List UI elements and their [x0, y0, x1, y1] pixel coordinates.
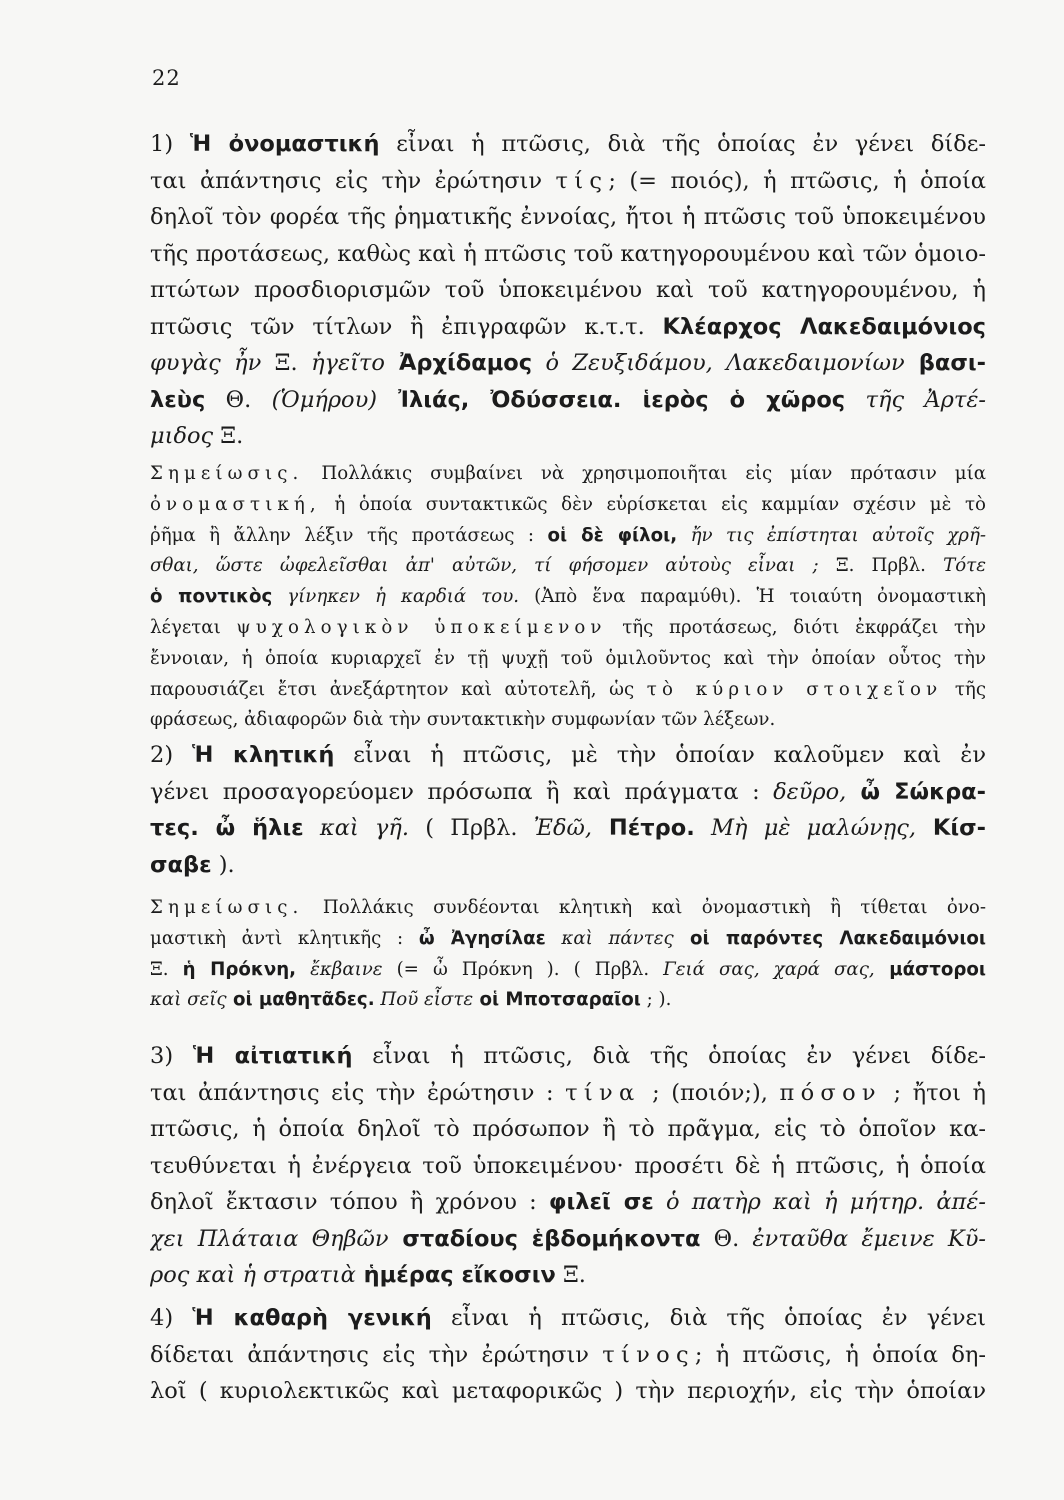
- text-line: καὶ σεῖς οἱ μαθητᾶδες. Ποῦ εἶστε οἱ Μποτσαραῖοι ; ).: [150, 989, 672, 1011]
- page-number: 22: [152, 66, 181, 90]
- section-nominative: [150, 126, 986, 455]
- section-vocative: [150, 737, 986, 883]
- note-vocative: [150, 893, 986, 1016]
- text-line: μιδος Ξ.: [150, 423, 244, 449]
- text-line: πτῶσις τῶν τίτλων ἢ ἐπιγραφῶν κ.τ.τ. Κλέαρχος Λακεδαιμόνιος: [150, 313, 986, 340]
- text-line: χει Πλάταια Θηβῶν σταδίους ἑβδομήκοντα Θ. ἐνταῦθα ἔμεινε Κῦ-: [150, 1225, 986, 1252]
- text-line: λοῖ ( κυριολεκτικῶς καὶ μεταφορικῶς ) τὴν περιοχήν, εἰς τὴν ὁποίαν: [150, 1378, 986, 1404]
- note-nominative: [150, 459, 986, 736]
- text-line: 2) Ἡ κλητική εἶναι ἡ πτῶσις, μὲ τὴν ὁποίαν καλοῦμεν καὶ ἐν: [150, 742, 986, 768]
- text-line: πτῶσις, ἡ ὁποία δηλοῖ τὸ πρόσωπον ἢ τὸ πρᾶγμα, εἰς τὸ ὁποῖον κα-: [150, 1116, 986, 1142]
- text-line: ρος καὶ ἡ στρατιὰ ἡμέρας εἴκοσιν Ξ.: [150, 1262, 586, 1288]
- text-line: φράσεως, ἀδιαφορῶν διὰ τὴν συντακτικὴν συμφωνίαν τῶν λέξεων.: [150, 709, 776, 731]
- section-accusative: [150, 1038, 986, 1294]
- text-line: ῥῆμα ἢ ἄλλην λέξιν τῆς προτάσεως : οἱ δὲ φίλοι, ἤν τις ἐπίστηται αὐτοῖς χρῆ-: [150, 524, 986, 546]
- text-line: 1) Ἡ ὀνομαστική εἶναι ἡ πτῶσις, διὰ τῆς ὁποίας ἐν γένει δίδε-: [150, 131, 986, 157]
- text-line: λεὺς Θ. (Ὁμήρου) Ἰλιάς, Ὀδύσσεια. ἱερὸς ὁ χῶρος τῆς Ἀρτέ-: [150, 386, 986, 413]
- text-line: μαστικὴ ἀντὶ κλητικῆς : ὦ Ἀγησίλαε καὶ πάντες οἱ παρόντες Λακεδαιμόνιοι: [150, 927, 986, 949]
- text-line: τευθύνεται ἡ ἐνέργεια τοῦ ὑποκειμένου· προσέτι δὲ ἡ πτῶσις, ἡ ὁποία: [150, 1152, 986, 1179]
- text-line: λέγεται ψυχολογικὸν ὑποκείμενον τῆς προτάσεως, διότι ἐκφράζει τὴν: [150, 616, 986, 638]
- text-line: τες. ὦ ἥλιε καὶ γῆ. ( Πρβλ. Ἐδῶ, Πέτρο. Μὴ μὲ μαλώνῃς, Κίσ-: [150, 815, 986, 841]
- text-line: 3) Ἡ αἰτιατική εἶναι ἡ πτῶσις, διὰ τῆς ὁποίας ἐν γένει δίδε-: [150, 1043, 986, 1069]
- text-line: Ξ. ἡ Πρόκνη, ἔκβαινε (= ὦ Πρόκνη ). ( Πρβλ. Γειά σας, χαρά σας, μάστοροι: [150, 958, 986, 980]
- text-line: τῆς προτάσεως, καθὼς καὶ ἡ πτῶσις τοῦ κατηγορουμένου καὶ τῶν ὁμοιο-: [150, 240, 986, 267]
- text-line: Σημείωσις. Πολλάκις συμβαίνει νὰ χρησιμοποιῆται εἰς μίαν πρότασιν μία: [150, 463, 986, 484]
- text-line: ὀνομαστική, ἡ ὁποία συντακτικῶς δὲν εὑρίσκεται εἰς καμμίαν σχέσιν μὲ τὸ: [150, 493, 986, 515]
- text-line: σαβε ).: [150, 851, 235, 878]
- text-line: σθαι, ὥστε ὠφελεῖσθαι ἀπ' αὐτῶν, τί φήσομεν αὐτοὺς εἶναι ; Ξ. Πρβλ. Τότε: [150, 555, 986, 577]
- text-line: παρουσιάζει ἔτσι ἀνεξάρτητον καὶ αὐτοτελῆ, ὡς τὸ κύριον στοιχεῖον τῆς: [150, 678, 986, 700]
- text-line: δίδεται ἀπάντησις εἰς τὴν ἐρώτησιν τίνος; ἡ πτῶσις, ἡ ὁποία δη-: [150, 1341, 986, 1368]
- text-line: δηλοῖ ἔκτασιν τόπου ἢ χρόνου : φιλεῖ σε ὁ πατὴρ καὶ ἡ μήτηρ. ἀπέ-: [150, 1189, 986, 1215]
- text-line: φυγὰς ἦν Ξ. ἡγεῖτο Ἀρχίδαμος ὁ Ζευξιδάμου, Λακεδαιμονίων βασι-: [150, 350, 986, 376]
- text-line: ται ἀπάντησις εἰς τὴν ἐρώτησιν : τίνα ; (ποιόν;), πόσον ; ἤτοι ἡ: [150, 1079, 986, 1106]
- text-line: ὁ ποντικὸς γίνηκεν ἡ καρδιά του. (Ἀπὸ ἕνα παραμύθι). Ἡ τοιαύτη ὀνομαστικὴ: [150, 586, 986, 608]
- text-line: 4) Ἡ καθαρὴ γενική εἶναι ἡ πτῶσις, διὰ τῆς ὁποίας ἐν γένει: [150, 1305, 986, 1331]
- text-line: δηλοῖ τὸν φορέα τῆς ῥηματικῆς ἐννοίας, ἤτοι ἡ πτῶσις τοῦ ὑποκειμένου: [150, 204, 986, 230]
- text-line: ἔννοιαν, ἡ ὁποία κυριαρχεῖ ἐν τῇ ψυχῇ τοῦ ὁμιλοῦντος καὶ τὴν ὁποίαν οὗτος τὴν: [150, 647, 986, 669]
- text-line: γένει προσαγορεύομεν πρόσωπα ἢ καὶ πράγματα : δεῦρο, ὦ Σώκρα-: [150, 778, 986, 805]
- text-line: Σημείωσις. Πολλάκις συνδέονται κλητικὴ καὶ ὀνομαστικὴ ἢ τίθεται ὀνο-: [150, 897, 986, 918]
- text-line: ται ἀπάντησις εἰς τὴν ἐρώτησιν τίς; (= ποιός), ἡ πτῶσις, ἡ ὁποία: [150, 167, 986, 194]
- text-line: πτώτων προσδιορισμῶν τοῦ ὑποκειμένου καὶ τοῦ κατηγορουμένου, ἡ: [150, 277, 986, 303]
- section-genitive: [150, 1300, 986, 1410]
